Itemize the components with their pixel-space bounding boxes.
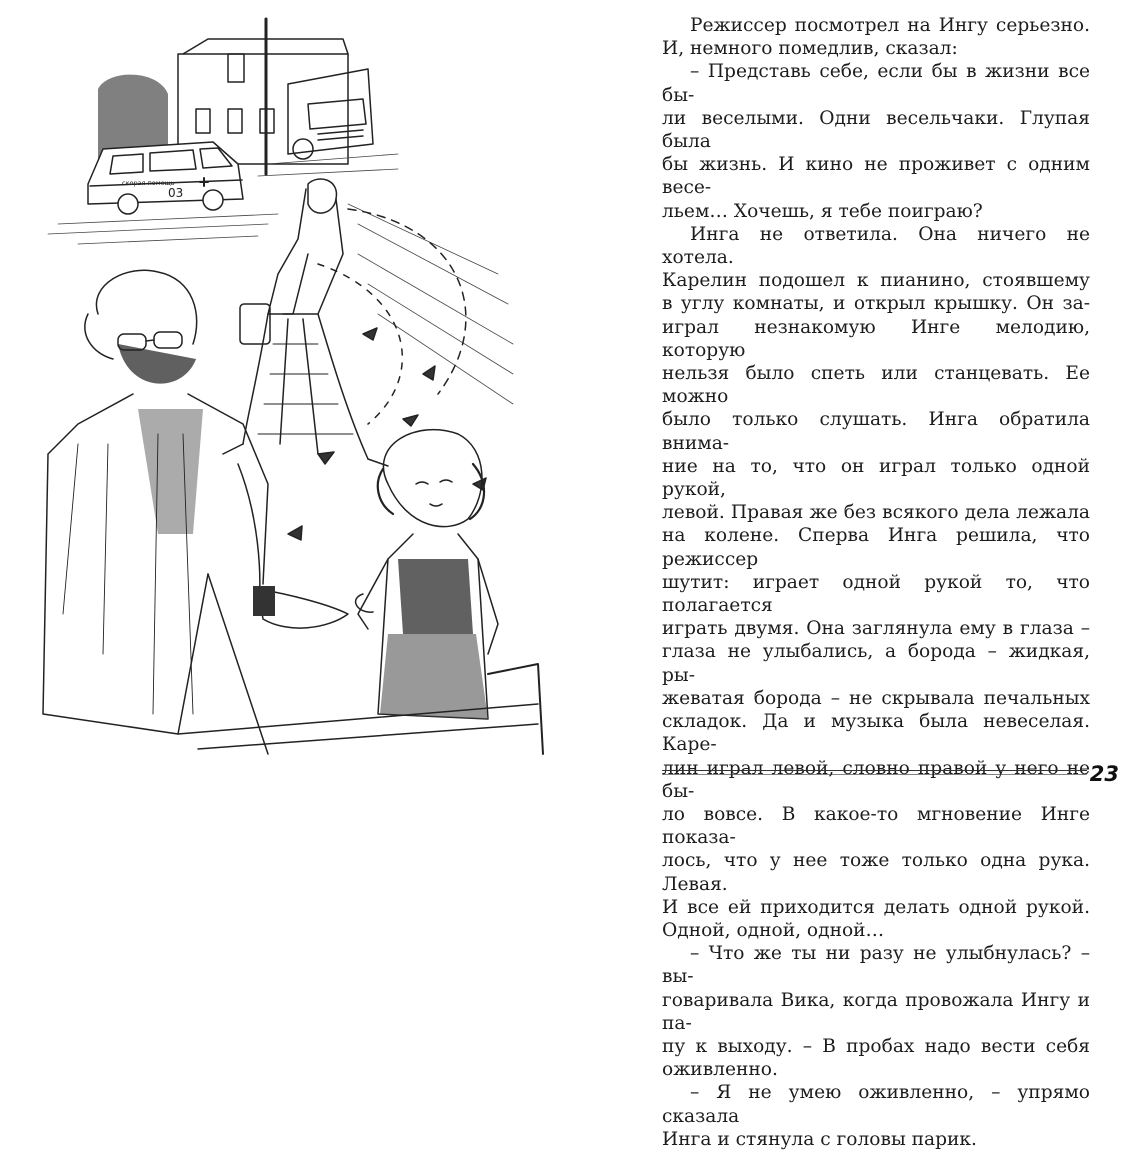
text-line: лось, что у нее тоже только одна рука. Левая. [662,850,1090,895]
text-line: Карелин подошел к пианино, стоявшему [662,270,1090,292]
text-line: ло вовсе. В какое-то мгновение Инге показа- [662,803,1090,849]
text-line: ли веселыми. Одни весельчаки. Глупая была [662,107,1090,153]
text-line: пу к выходу. – В пробах надо вести себя [662,1035,1090,1057]
text-line: – Я не умею оживленно, – упрямо сказала [662,1082,1090,1127]
story-text [662,14,1090,1151]
text-line: – Представь себе, если бы в жизни все бы- [662,61,1090,106]
wind-swirl [288,209,486,540]
text-line: ние на то, что он играл только одной рукой, [662,455,1090,501]
text-line: Одной, одной, одной… [662,919,885,941]
text-line: льем… Хочешь, я тебе поиграю? [662,200,983,222]
footer-rule [662,770,1087,771]
text-line: было только слушать. Инга обратила внима- [662,409,1090,454]
text-line: глаза не улыбались, а борода – жидкая, ры- [662,641,1090,686]
text-line: говаривала Вика, когда провожала Ингу и па- [662,989,1090,1034]
text-line: нельзя было спеть или станцевать. Ее можно [662,363,1090,408]
text-line: Инга и стянула с головы парик. [662,1128,977,1150]
text-line: Инга не ответила. Она ничего не хотела. [662,223,1090,269]
text-line: бы жизнь. И кино не проживет с одним весе- [662,154,1090,199]
ambulance-number: 03 [168,186,184,200]
text-line: складок. Да и музыка была невеселая. Каре- [662,711,1090,756]
text-line: жеватая борода – не скрывала печальных [662,687,1090,709]
text-line: шутит: играет одной рукой то, что полагается [662,571,1090,617]
text-line: левой. Правая же без всякого дела лежала [662,502,1090,524]
ambulance-label: скорая помощь [122,179,175,187]
text-line: Режиссер посмотрел на Ингу серьезно. [690,15,1090,36]
text-line: играть двумя. Она заглянула ему в глаза – [662,618,1090,640]
text-line: в углу комнаты, и открыл крышку. Он за- [662,293,1090,315]
story-illustration [18,14,558,759]
text-line: – Что же ты ни разу не улыбнулась? – вы- [662,943,1090,988]
text-line: оживленно. [662,1059,778,1081]
ambulance [88,142,243,214]
truck [288,69,373,159]
page-number: 23 [1089,762,1119,786]
text-line: лин играл левой, словно правой у него не бы- [662,757,1090,802]
walking-woman [223,179,388,466]
text-line: И, немного помедлив, сказал: [662,38,958,60]
text-line: на колене. Сперва Инга решила, что режиссер [662,525,1090,570]
text-line: играл незнакомую Инге мелодию, которую [662,316,1090,361]
text-line: И все ей приходится делать одной рукой. [662,896,1090,918]
girl [356,430,498,719]
bearded-man [43,270,348,754]
railing [178,664,543,754]
